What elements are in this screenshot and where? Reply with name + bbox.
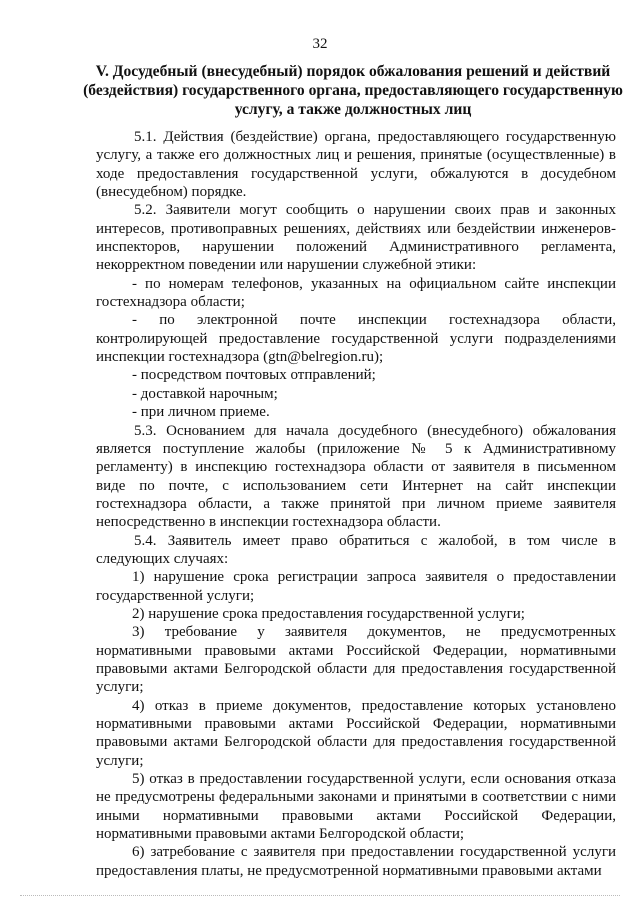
paragraph-5-4: 5.4. Заявитель имеет право обратиться с жалобой, в том числе в следующих случаях: (96, 532, 616, 567)
document-body (96, 128, 616, 880)
section-heading: V. Досудебный (внесудебный) порядок обжалования решений и действий (бездействия) государственного органа, предоставляющего государственную услугу, а также должностных лиц (83, 63, 623, 118)
paragraph-5-3: 5.3. Основанием для начала досудебного (внесудебного) обжалования является поступление жалобы (приложение № 5 к Административному регламенту) в инспекцию гостехнадзора области от заявителя в письменном виде по почте, с использованием сети Интернет на сайт инспекции гостехнадзора области, а также принятой при личном приеме заявителя непосредственно в инспекции гостехнадзора области. (96, 422, 616, 531)
numbered-item: 6) затребование с заявителя при предоставлении государственной услуги предоставления платы, не предусмотренной нормативными правовыми актами (96, 844, 616, 879)
numbered-item: 1) нарушение срока регистрации запроса заявителя о предоставлении государственной услуги; (96, 569, 616, 604)
list-item: - по электронной почте инспекции гостехнадзора области, контролирующей предоставление государственной услуги подразделениями инспекции гостехнадзора (gtn@belregion.ru); (96, 312, 616, 366)
list-item: - посредством почтовых отправлений; (132, 367, 376, 384)
numbered-item: 2) нарушение срока предоставления государственной услуги; (132, 605, 525, 622)
paragraph-5-1: 5.1. Действия (бездействие) органа, предоставляющего государственную услугу, а также его должностных лиц и решения, принятые (осуществленные) в ходе предоставления государственной услуги, обжалуются в досудебном (внесудебном) порядке. (96, 129, 616, 201)
scan-edge-divider (20, 895, 620, 896)
paragraph-5-2: 5.2. Заявители могут сообщить о нарушении своих прав и законных интересов, противоправных решениях, действиях или бездействии инженеров-инспекторов, нарушении положений Административного регламента, некорректном поведении или нарушении служебной этики: (96, 202, 616, 274)
page-number: 32 (312, 36, 328, 52)
numbered-item: 3) требование у заявителя документов, не предусмотренных нормативными правовыми актами Российской Федерации, нормативными правовыми актами Белгородской области для предоставления государственной услуги; (96, 624, 616, 696)
list-item: - доставкой нарочным; (132, 385, 278, 402)
list-item: - при личном приеме. (132, 404, 270, 421)
numbered-item: 5) отказ в предоставлении государственной услуги, если основания отказа не предусмотрены федеральными законами и принятыми в соответствии с ними иными нормативными правовыми актами Российской Федерации, нормативными правовыми актами Белгородской области; (96, 771, 616, 843)
list-item: - по номерам телефонов, указанных на официальном сайте инспекции гостехнадзора области; (96, 275, 616, 311)
numbered-item: 4) отказ в приеме документов, предоставление которых установлено нормативными правовыми актами Российской Федерации, нормативными правовыми актами Белгородской области для предоставления государственной услуги; (96, 697, 616, 769)
